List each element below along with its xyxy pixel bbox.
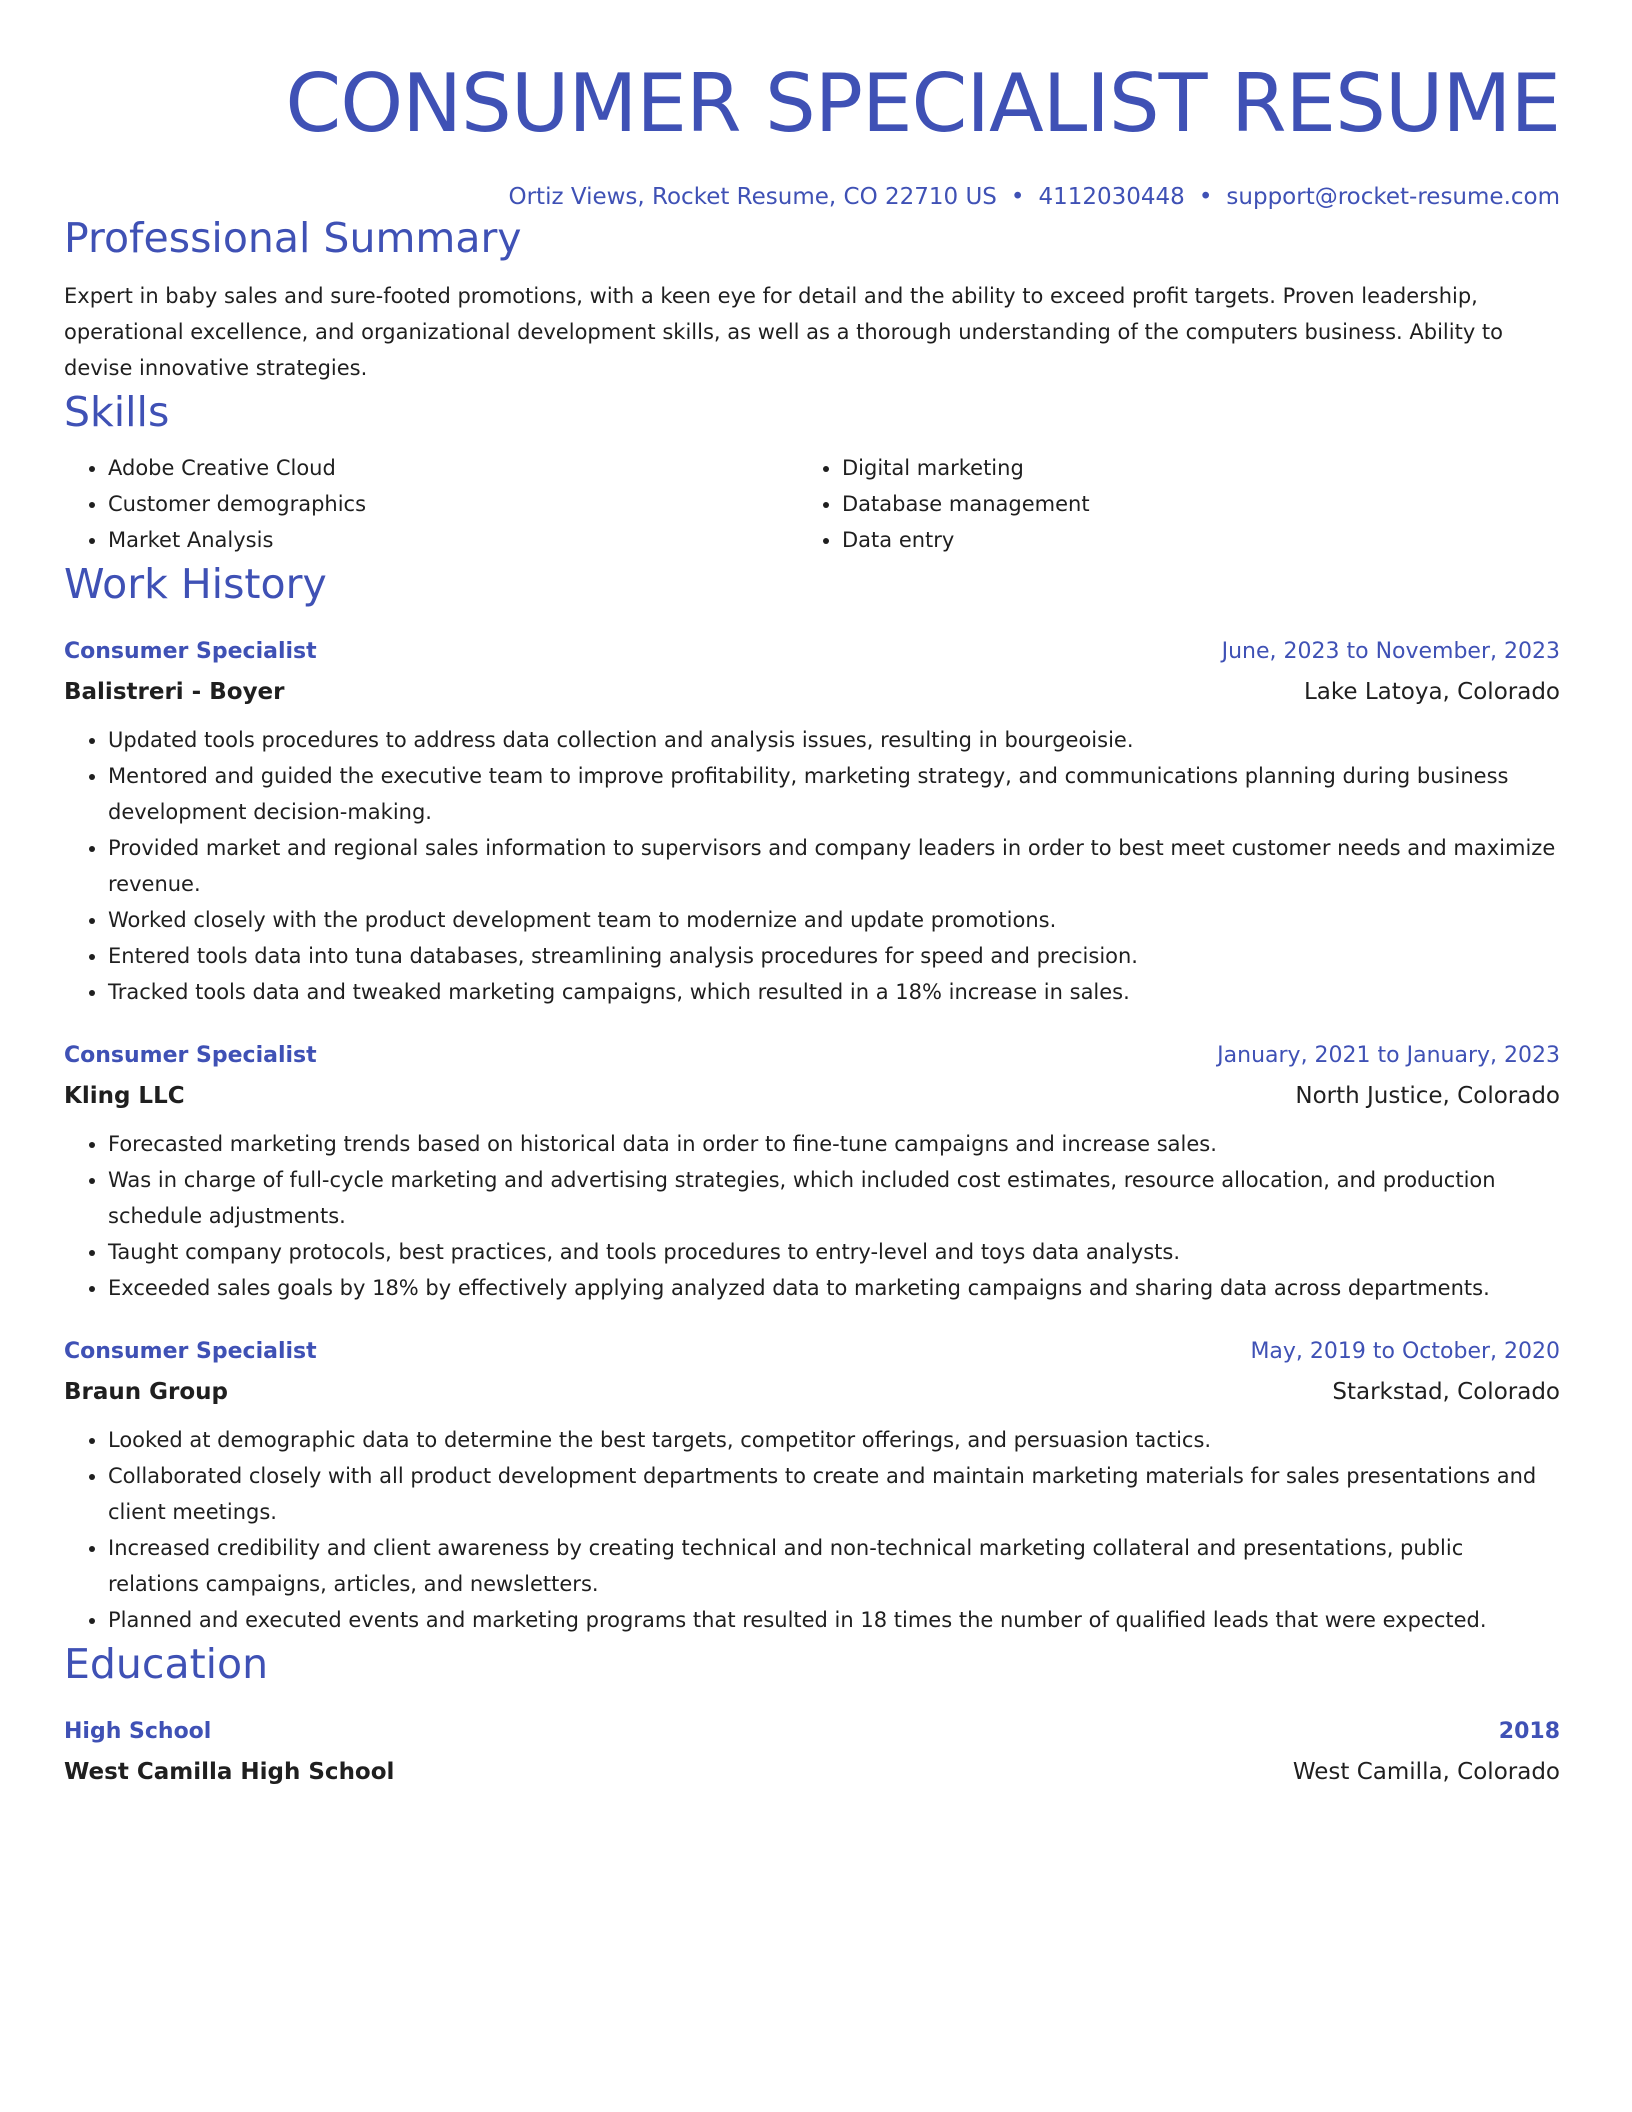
summary-heading: Professional Summary xyxy=(64,214,522,262)
job-dates: June, 2023 to November, 2023 xyxy=(1221,639,1560,664)
job-location: Lake Latoya, Colorado xyxy=(1303,679,1560,705)
job-bullet: • Increased credibility and client awareness by creating technical and non-technical marketing collateral and presentations, public relations campaigns, articles, and newsletters. xyxy=(108,1530,1560,1602)
skill-item: • Market Analysis xyxy=(108,522,798,558)
job-dates: January, 2021 to January, 2023 xyxy=(1217,1043,1560,1068)
contact-email[interactable]: support@rocket-resume.com xyxy=(1226,184,1560,210)
job-bullet: • Mentored and guided the executive team to improve profitability, marketing strategy, and communications planning during business development decision-making. xyxy=(108,758,1560,830)
job-subheader xyxy=(64,1372,1560,1412)
job-entry xyxy=(64,632,1560,1010)
job-bullets xyxy=(64,1422,1560,1638)
education-year: 2018 xyxy=(1498,1719,1560,1744)
job-company: Braun Group xyxy=(64,1379,229,1405)
skills-column-left xyxy=(64,450,798,558)
education-school: West Camilla High School xyxy=(64,1759,395,1785)
education-entry xyxy=(64,1712,1560,1792)
job-entry xyxy=(64,1332,1560,1638)
resume-page xyxy=(64,56,1560,1792)
resume-title: CONSUMER SPECIALIST RESUME xyxy=(285,57,1560,150)
job-location: North Justice, Colorado xyxy=(1295,1083,1560,1109)
job-bullet: • Forecasted marketing trends based on historical data in order to fine-tune campaigns and increase sales. xyxy=(108,1126,1560,1162)
job-dates: May, 2019 to October, 2020 xyxy=(1250,1339,1560,1364)
skill-item: • Database management xyxy=(842,486,1532,522)
job-role: Consumer Specialist xyxy=(64,1339,317,1364)
education-header xyxy=(64,1712,1560,1752)
job-entry xyxy=(64,1036,1560,1306)
summary-text: Expert in baby sales and sure-footed promotions, with a keen eye for detail and the ability to exceed profit targets. Proven leadership, operational excellence, and organizational development skills, as well as a thorough understanding of the computers business. Ability to devise innovative strategies. xyxy=(64,284,1504,380)
contact-line xyxy=(64,182,1560,212)
job-company: Kling LLC xyxy=(64,1083,185,1109)
education-heading: Education xyxy=(64,1640,269,1688)
job-bullet: • Planned and executed events and marketing programs that resulted in 18 times the number of qualified leads that were expected. xyxy=(108,1602,1560,1638)
job-bullet: • Tracked tools data and tweaked marketing campaigns, which resulted in a 18% increase in sales. xyxy=(108,974,1560,1010)
job-location: Starkstad, Colorado xyxy=(1332,1379,1560,1405)
education-subheader xyxy=(64,1752,1560,1792)
job-role: Consumer Specialist xyxy=(64,639,317,664)
job-header xyxy=(64,1036,1560,1076)
job-bullet: • Worked closely with the product development team to modernize and update promotions. xyxy=(108,902,1560,938)
skill-item: • Data entry xyxy=(842,522,1532,558)
skill-item: • Digital marketing xyxy=(842,450,1532,486)
job-subheader xyxy=(64,1076,1560,1116)
contact-phone: 4112030448 xyxy=(1038,184,1185,210)
job-header xyxy=(64,632,1560,672)
work-history-heading: Work History xyxy=(64,560,327,608)
skill-item: • Adobe Creative Cloud xyxy=(108,450,798,486)
skill-item: • Customer demographics xyxy=(108,486,798,522)
job-bullet: • Provided market and regional sales information to supervisors and company leaders in order to best meet customer needs and maximize revenue. xyxy=(108,830,1560,902)
job-bullets xyxy=(64,722,1560,1010)
job-bullet: • Taught company protocols, best practices, and tools procedures to entry-level and toys data analysts. xyxy=(108,1234,1560,1270)
job-bullets xyxy=(64,1126,1560,1306)
job-bullet: • Updated tools procedures to address data collection and analysis issues, resulting in bourgeoisie. xyxy=(108,722,1560,758)
education-degree: High School xyxy=(64,1719,212,1744)
skills-column-right xyxy=(798,450,1532,558)
job-bullet: • Looked at demographic data to determine the best targets, competitor offerings, and persuasion tactics. xyxy=(108,1422,1560,1458)
contact-address: Ortiz Views, Rocket Resume, CO 22710 US xyxy=(508,184,997,210)
education-location: West Camilla, Colorado xyxy=(1292,1759,1560,1785)
job-header xyxy=(64,1332,1560,1372)
job-bullet: • Entered tools data into tuna databases, streamlining analysis procedures for speed and precision. xyxy=(108,938,1560,974)
job-subheader xyxy=(64,672,1560,712)
job-bullet: • Collaborated closely with all product development departments to create and maintain marketing materials for sales presentations and client meetings. xyxy=(108,1458,1560,1530)
contact-separator: • xyxy=(1010,184,1025,210)
contact-separator: • xyxy=(1198,184,1213,210)
job-bullet: • Was in charge of full-cycle marketing and advertising strategies, which included cost estimates, resource allocation, and production schedule adjustments. xyxy=(108,1162,1560,1234)
job-role: Consumer Specialist xyxy=(64,1043,317,1068)
skills-heading: Skills xyxy=(64,388,170,436)
job-bullet: • Exceeded sales goals by 18% by effectively applying analyzed data to marketing campaigns and sharing data across departments. xyxy=(108,1270,1560,1306)
job-company: Balistreri - Boyer xyxy=(64,679,285,705)
skills-list xyxy=(64,450,1560,558)
